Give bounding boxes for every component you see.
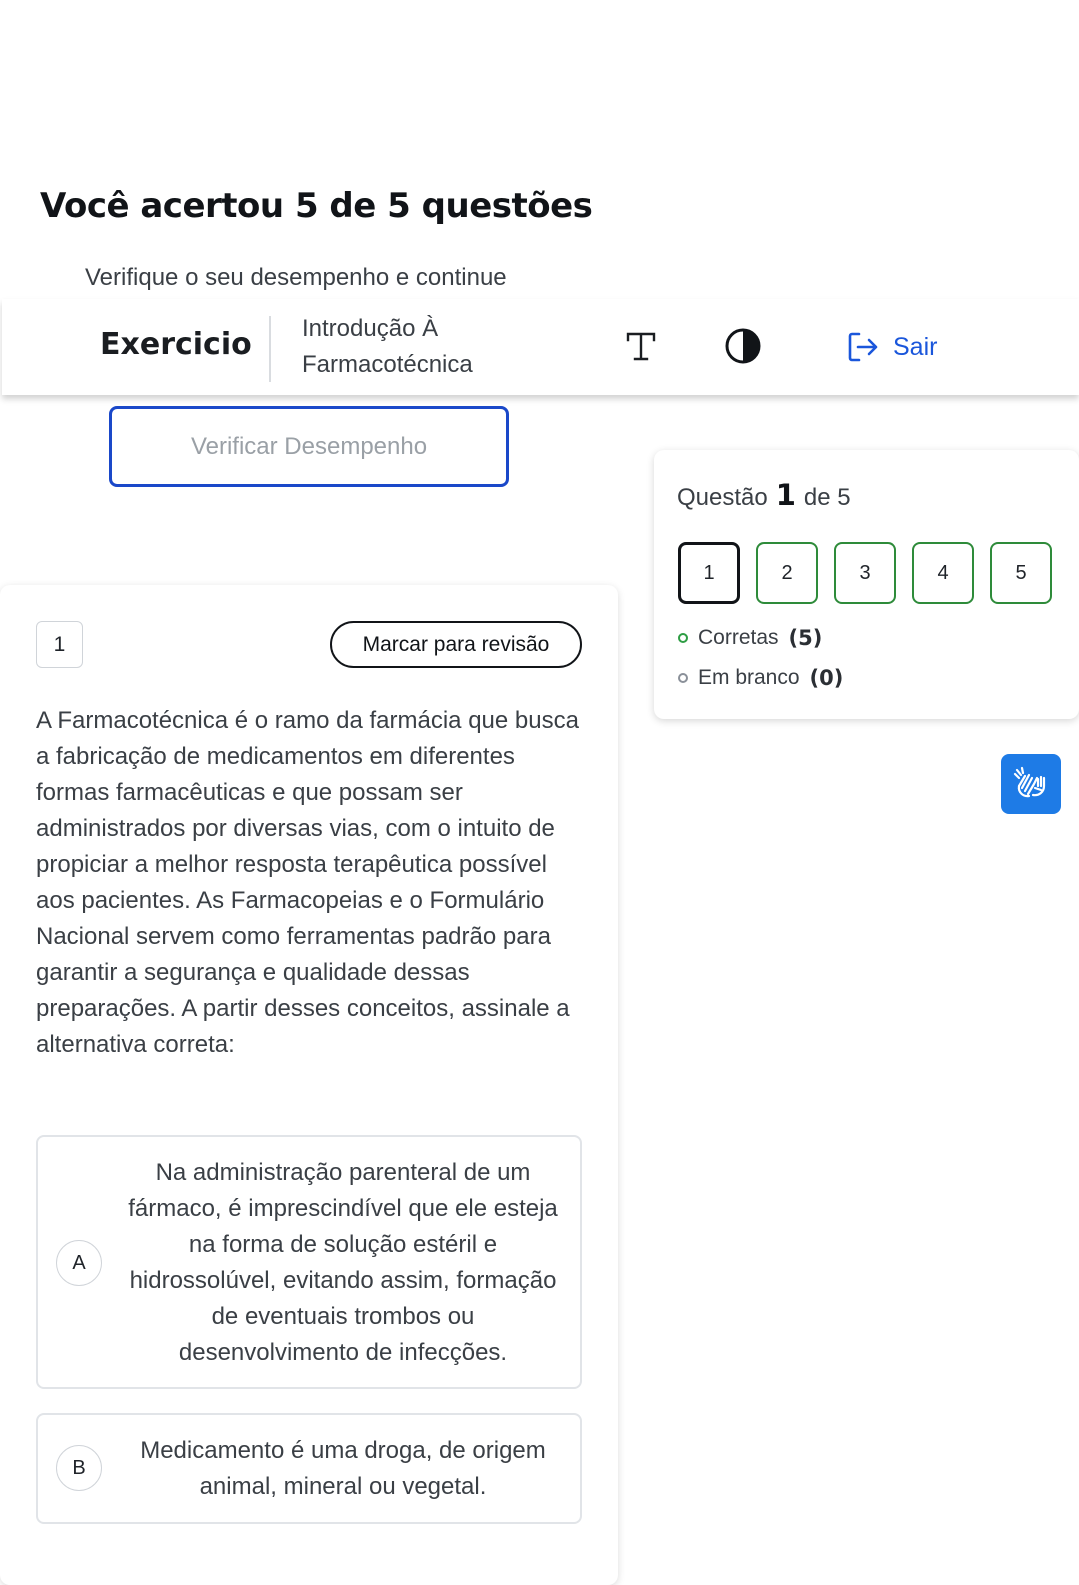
verify-performance-button[interactable]: Verificar Desempenho bbox=[109, 406, 509, 487]
navigator-buttons bbox=[678, 542, 1052, 604]
navigator-prefix: Questão bbox=[677, 484, 768, 511]
exit-button[interactable] bbox=[845, 327, 937, 367]
question-nav-button-4[interactable]: 4 bbox=[912, 542, 974, 604]
question-nav-button-1[interactable]: 1 bbox=[678, 542, 740, 604]
question-nav-button-2[interactable]: 2 bbox=[756, 542, 818, 604]
sign-language-hands-icon bbox=[1011, 764, 1051, 804]
option-a[interactable] bbox=[36, 1135, 582, 1389]
option-text: Na administração parenteral de um fármaco, é imprescindível que ele esteja na forma de solução estéril e hidrossolúvel, evitando assim, formação de eventuais trombos ou desenvolvimento de infecções. bbox=[128, 1159, 558, 1366]
option-text: Medicamento é uma droga, de origem animal, mineral ou vegetal. bbox=[140, 1437, 546, 1500]
question-nav-button-3[interactable]: 3 bbox=[834, 542, 896, 604]
result-title: Você acertou 5 de 5 questões bbox=[40, 186, 593, 226]
navigator-suffix: de 5 bbox=[803, 484, 851, 511]
blank-dot-icon bbox=[678, 673, 688, 683]
header-divider bbox=[269, 316, 271, 382]
option-letter: A bbox=[56, 1240, 102, 1286]
logout-icon bbox=[845, 329, 881, 365]
question-nav-button-5[interactable]: 5 bbox=[990, 542, 1052, 604]
course-title: Introdução À Farmacotécnica bbox=[302, 315, 473, 378]
navigator-current: 1 bbox=[775, 478, 796, 512]
text-size-icon bbox=[624, 329, 658, 363]
question-card bbox=[0, 585, 618, 1585]
legend-blank bbox=[678, 666, 843, 690]
option-letter: B bbox=[56, 1445, 102, 1491]
legend-correct bbox=[678, 626, 822, 650]
question-statement: A Farmacotécnica é o ramo da farmácia que busca a fabricação de medicamentos em diferentes formas farmacêuticas e que possam ser administrados por diversas vias, com o intuito de propiciar a melhor resposta terapêutica possível aos pacientes. As Farmacopeias e o Formulário Nacional servem como ferramentas padrão para garantir a segurança e qualidade dessas preparações. A partir desses conceitos, assinale a alternativa correta: bbox=[36, 707, 579, 1058]
contrast-button[interactable] bbox=[718, 321, 768, 371]
header-brand: Exercicio bbox=[100, 327, 252, 362]
question-navigator bbox=[654, 450, 1079, 719]
legend-correct-count: (5) bbox=[788, 626, 823, 650]
legend-blank-count: (0) bbox=[809, 666, 844, 690]
sign-language-button[interactable] bbox=[1001, 754, 1061, 814]
mark-for-review-button[interactable]: Marcar para revisão bbox=[330, 621, 582, 668]
result-subtitle: Verifique o seu desempenho e continue bbox=[85, 264, 507, 291]
navigator-title bbox=[677, 478, 851, 512]
contrast-icon bbox=[724, 327, 762, 365]
exercise-header bbox=[2, 299, 1079, 395]
font-size-button[interactable] bbox=[616, 321, 666, 371]
exit-label: Sair bbox=[893, 332, 938, 361]
correct-dot-icon bbox=[678, 633, 688, 643]
question-number-badge: 1 bbox=[36, 621, 83, 668]
legend-correct-label: Corretas bbox=[698, 626, 779, 649]
legend-blank-label: Em branco bbox=[698, 666, 800, 689]
option-b[interactable] bbox=[36, 1413, 582, 1524]
